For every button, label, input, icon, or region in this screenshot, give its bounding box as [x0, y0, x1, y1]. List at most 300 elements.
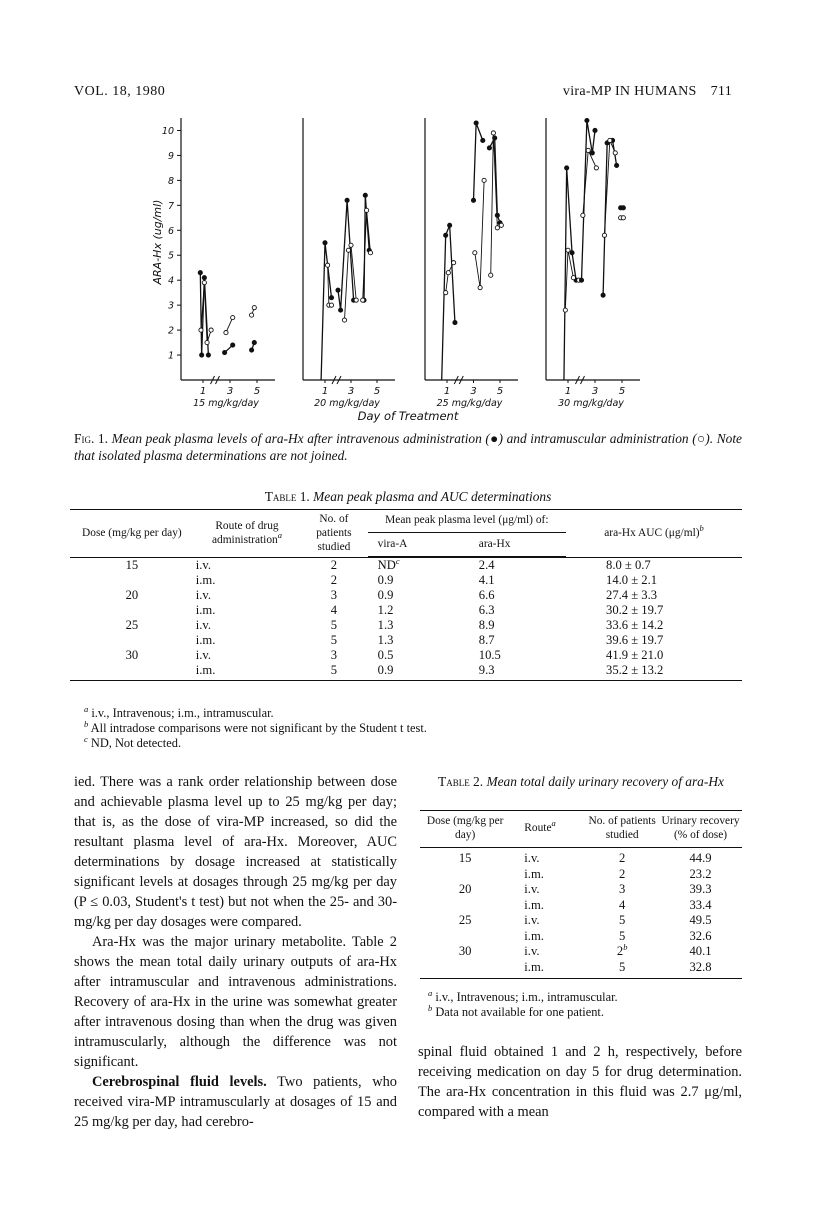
data-point-iv: [474, 121, 478, 125]
data-point-iv: [198, 271, 202, 275]
data-point-iv: [336, 288, 340, 292]
data-point-im: [199, 328, 203, 332]
t2-cell-n: [585, 898, 659, 914]
data-point-iv: [585, 118, 589, 122]
t1-cell-dose-value: 30: [125, 647, 139, 662]
t2-cell-dose-value: 25: [458, 913, 472, 927]
t1-cell-dose: [70, 573, 194, 588]
body-left-column: [74, 772, 397, 1132]
t2-cell-recovery: [659, 848, 742, 867]
data-point-im: [365, 208, 369, 212]
data-point-im: [495, 226, 499, 230]
t2-cell-recovery: [659, 960, 742, 979]
data-point-iv: [202, 276, 206, 280]
body-paragraph-2: Ara-Hx was the major urinary metabolite. Table 2 shows the mean total daily urinary outputs of ara-Hx after intramuscular and intravenous administrations. Recovery of ara-Hx in the urine was somewhat greater after intravenous dosing than when the drug was given intramuscularly, although the difference was not significant.: [74, 934, 397, 1070]
data-point-im: [342, 318, 346, 322]
data-point-im: [594, 166, 598, 170]
t1-cell-vira-a-value: 0.9: [377, 662, 394, 677]
data-point-iv: [615, 163, 619, 167]
t2-cell-n-value: 4: [619, 897, 626, 912]
t2-cell-recovery-value: 32.8: [689, 959, 712, 974]
t2-cell-n: [585, 941, 659, 960]
x-axis-title: Day of Treatment: [357, 409, 459, 423]
t1-footnote-c: [84, 733, 427, 751]
data-point-im: [473, 251, 477, 255]
x-tick-label: 5: [253, 386, 261, 397]
t1-cell-n-value: 2: [330, 557, 338, 572]
t1-cell-dose: [70, 603, 194, 618]
t2-footnote-b-text: Data not available for one patient.: [435, 1005, 604, 1019]
table-row: [70, 618, 742, 633]
t1-cell-n-value: 4: [330, 602, 338, 617]
t1-header-auc-text: ara-Hx AUC (μg/ml): [604, 527, 700, 539]
table-row: [70, 588, 742, 603]
t2-cell-route-value: i.m.: [524, 897, 544, 912]
t1-cell-auc: [566, 557, 742, 573]
t1-cell-auc-value: 27.4 ± 3.3: [606, 587, 658, 602]
t1-header-route: [194, 510, 300, 557]
t2-header-route-mark: a: [551, 818, 556, 829]
t2-cell-recovery: [659, 944, 742, 960]
t1-cell-route-value: i.v.: [195, 557, 212, 572]
table-row: [70, 648, 742, 663]
body-paragraph-3: [74, 1072, 397, 1132]
data-point-im: [326, 263, 330, 267]
y-tick-label: 9: [167, 150, 174, 162]
data-point-im: [489, 273, 493, 277]
body-paragraph-1: ied. There was a rank order relationship between dose and achievable plasma level up to 25 mg/kg per day; that is, as the dose of vira-MP increased, so did the resultant plasma level of ara-Hx. Moreover, AUC determinations by dosage increased at statistically significant levels at dosages through 25 mg/kg per day (P ≤ 0.03, Student's t test) but not when the 25- and 30-mg/kg per day dosages were compared.: [74, 774, 397, 930]
t1-footnote-b: [84, 718, 427, 736]
data-point-iv: [590, 151, 594, 155]
t1-cell-ara-hx-value: 8.9: [478, 617, 495, 632]
t1-cell-auc-value: 41.9 ± 21.0: [606, 647, 664, 662]
t1-header-route-mark: a: [277, 530, 282, 541]
t2-cell-n-value: 5: [619, 959, 626, 974]
data-point-im: [563, 308, 567, 312]
data-point-im: [566, 248, 570, 252]
t1-cell-n-value: 5: [330, 617, 338, 632]
data-point-im: [349, 243, 353, 247]
x-tick-label: 3: [470, 386, 477, 397]
t1-header-ara-hx: ara-Hx: [457, 533, 566, 556]
t1-cell-ara-hx-value: 4.1: [478, 572, 495, 587]
data-point-iv: [621, 206, 625, 210]
t1-cell-n-value: 3: [330, 587, 338, 602]
t2-cell-n: [585, 913, 659, 929]
body-paragraph-3-text: Two patients, who received vira-MP intramuscularly at dosages of 15 and 25 mg/kg per day, had cerebro-: [74, 1074, 397, 1130]
t1-cell-dose: [70, 588, 194, 603]
t1-header-vira-a: vira-A: [368, 533, 457, 556]
t1-cell-route-value: i.m.: [195, 602, 216, 617]
t1-cell-ara-hx: [457, 603, 566, 618]
t1-footnote-mark-c: c: [84, 733, 88, 744]
table-row: [70, 603, 742, 618]
data-point-iv: [570, 251, 574, 255]
t1-cell-n: [300, 603, 367, 618]
t2-cell-n: [585, 867, 659, 883]
t1-header-auc-mark: b: [699, 523, 704, 534]
t1-cell-route-value: i.m.: [195, 662, 216, 677]
t2-cell-n-value: 2: [619, 866, 626, 881]
y-tick-label: 1: [167, 350, 174, 362]
t1-cell-route: [194, 573, 300, 588]
t2-cell-dose: [420, 848, 510, 867]
t2-cell-route-value: i.v.: [524, 913, 540, 927]
series-line-iv: [582, 120, 596, 280]
t1-cell-dose: [70, 618, 194, 633]
t2-cell-recovery-value: 49.5: [689, 913, 712, 927]
t1-cell-n: [300, 618, 367, 633]
t2-cell-n: [585, 848, 659, 867]
data-point-iv: [593, 128, 597, 132]
t1-header-n: No. of patients studied: [300, 510, 367, 557]
t1-cell-n-value: 5: [330, 632, 338, 647]
t2-cell-route: [510, 960, 585, 979]
data-point-im: [250, 313, 254, 317]
t1-cell-vira-a: [368, 557, 457, 573]
y-tick-label: 8: [167, 175, 174, 187]
data-point-iv: [250, 348, 254, 352]
table-row: [420, 898, 742, 914]
table-2-footnotes: [428, 987, 618, 1020]
data-point-iv: [579, 278, 583, 282]
table-2-title-text: Mean total daily urinary recovery of ara-Hx: [486, 774, 724, 789]
x-tick-label: 3: [591, 386, 599, 397]
t2-cell-n-value: 2: [619, 851, 626, 865]
t2-cell-n-value: 3: [619, 882, 626, 896]
data-point-im: [446, 271, 450, 275]
t1-cell-ara-hx: [457, 557, 566, 573]
series-line-iv: [442, 225, 455, 380]
y-tick-label: 4: [167, 275, 174, 287]
data-point-iv: [363, 193, 367, 197]
t1-cell-vira-a: [368, 573, 457, 588]
table-1: [70, 509, 742, 681]
t1-cell-route-value: i.v.: [195, 617, 212, 632]
series-line-iv: [564, 168, 576, 380]
data-point-iv: [339, 308, 343, 312]
data-point-im: [491, 131, 495, 135]
t2-cell-recovery: [659, 913, 742, 929]
t1-cell-auc-value: 30.2 ± 19.7: [606, 602, 664, 617]
panel-label: 20 mg/kg/day: [314, 398, 380, 409]
body-right-column: [418, 1042, 742, 1122]
body-paragraph-right: spinal fluid obtained 1 and 2 h, respectively, before receiving medication on day 5 for drug determination. The ara-Hx concentration in this fluid was 2.7 μg/ml, compared with a mean: [418, 1044, 742, 1120]
t1-footnote-a-text: i.v., Intravenous; i.m., intramuscular.: [91, 706, 274, 720]
t1-cell-auc: [566, 618, 742, 633]
data-point-im: [613, 151, 617, 155]
t1-cell-dose: [70, 663, 194, 681]
x-tick-label: 3: [226, 386, 234, 397]
data-point-im: [209, 328, 213, 332]
table-1-title-lead: Table 1.: [264, 489, 310, 504]
t2-cell-dose: [420, 929, 510, 945]
y-tick-label: 10: [161, 125, 174, 137]
t2-cell-n: [585, 882, 659, 898]
data-point-iv: [231, 343, 235, 347]
t2-cell-dose: [420, 867, 510, 883]
t1-footnote-mark-b: b: [84, 718, 89, 729]
t1-cell-route: [194, 663, 300, 681]
t2-cell-route: [510, 882, 585, 898]
t2-cell-route-value: i.m.: [524, 928, 544, 943]
t2-cell-route: [510, 913, 585, 929]
t2-cell-recovery: [659, 867, 742, 883]
t1-cell-auc: [566, 573, 742, 588]
t2-cell-route-value: i.v.: [524, 851, 540, 865]
data-point-im: [602, 233, 606, 237]
table-2-title: [418, 773, 744, 790]
t1-cell-ara-hx: [457, 618, 566, 633]
table-row: [420, 848, 742, 867]
data-point-im: [581, 213, 585, 217]
t1-cell-auc-value: 8.0 ± 0.7: [606, 557, 651, 572]
data-point-im: [608, 138, 612, 142]
t2-cell-route: [510, 848, 585, 867]
data-point-im: [205, 340, 209, 344]
csf-section-heading: Cerebrospinal fluid levels.: [92, 1074, 267, 1090]
t1-cell-ara-hx: [457, 588, 566, 603]
data-point-im: [482, 178, 486, 182]
data-point-iv: [495, 213, 499, 217]
t2-footnote-a-text: i.v., Intravenous; i.m., intramuscular.: [435, 990, 618, 1004]
t2-cell-dose: [420, 882, 510, 898]
t1-cell-dose-value: 15: [125, 557, 139, 572]
data-point-iv: [323, 241, 327, 245]
table-row: [70, 557, 742, 573]
data-point-im: [231, 316, 235, 320]
t1-cell-ara-hx-value: 6.3: [478, 602, 495, 617]
page-number: 711: [710, 84, 732, 99]
t2-cell-recovery-value: 32.6: [689, 928, 712, 943]
data-point-im: [499, 223, 503, 227]
x-tick-label: 5: [373, 386, 381, 397]
t1-cell-ara-hx-value: 2.4: [478, 557, 495, 572]
t1-cell-route-value: i.m.: [195, 572, 216, 587]
t1-cell-ara-hx-value: 8.7: [478, 632, 495, 647]
t2-cell-dose: [420, 898, 510, 914]
data-point-im: [354, 298, 358, 302]
t2-header-route-text: Route: [524, 822, 552, 834]
t2-cell-route-value: i.v.: [524, 882, 540, 896]
data-point-im: [252, 306, 256, 310]
t1-cell-n: [300, 588, 367, 603]
t1-cell-route-value: i.m.: [195, 632, 216, 647]
t1-nd-footnote-mark: c: [395, 555, 400, 566]
t1-footnote-mark-a: a: [84, 703, 89, 714]
panel-label: 25 mg/kg/day: [436, 398, 503, 409]
data-point-im: [444, 291, 448, 295]
t1-cell-route: [194, 588, 300, 603]
data-point-im: [224, 330, 228, 334]
t2-cell-route: [510, 898, 585, 914]
t1-cell-ara-hx: [457, 663, 566, 681]
t1-cell-ara-hx-value: 10.5: [478, 647, 501, 662]
t1-cell-dose-value: 25: [125, 617, 139, 632]
t2-cell-route-value: i.m.: [524, 959, 544, 974]
t1-cell-vira-a-value: 1.3: [377, 617, 394, 632]
x-tick-label: 1: [443, 386, 451, 397]
panel-label: 15 mg/kg/day: [193, 398, 259, 409]
t1-cell-n: [300, 663, 367, 681]
t1-cell-vira-a: [368, 663, 457, 681]
t1-cell-vira-a-value: 0.9: [377, 587, 394, 602]
data-point-im: [368, 251, 372, 255]
t2-cell-n-mark: b: [623, 941, 628, 952]
data-point-iv: [448, 223, 452, 227]
y-tick-label: 7: [167, 200, 174, 212]
t1-cell-n: [300, 633, 367, 648]
panel-label: 30 mg/kg/day: [558, 398, 624, 409]
t1-cell-vira-a-value: 1.3: [377, 632, 394, 647]
running-header-volume: VOL. 18, 1980: [74, 84, 166, 99]
series-line-im: [491, 133, 502, 275]
t1-cell-vira-a: [368, 633, 457, 648]
t2-cell-dose: [420, 944, 510, 960]
t1-cell-auc: [566, 648, 742, 663]
data-point-im: [202, 281, 206, 285]
table-row: [70, 633, 742, 648]
t2-header-route: [510, 811, 585, 848]
x-tick-label: 3: [347, 386, 355, 397]
t2-cell-route: [510, 944, 585, 960]
series-line-im: [475, 180, 484, 287]
t1-cell-auc-value: 14.0 ± 2.1: [606, 572, 658, 587]
t2-cell-n: [585, 960, 659, 979]
t2-cell-recovery-value: 40.1: [689, 944, 712, 958]
t1-cell-n: [300, 573, 367, 588]
t2-footnote-a: [428, 987, 618, 1005]
table-row: [420, 929, 742, 945]
series-line-iv: [474, 123, 483, 200]
figure-caption-lead: Fig. 1.: [74, 431, 108, 446]
t1-cell-auc: [566, 588, 742, 603]
data-point-iv: [223, 350, 227, 354]
table-1-footnotes: [84, 703, 427, 751]
t1-cell-vira-a-value: ND: [377, 557, 396, 572]
t2-cell-route-value: i.m.: [524, 866, 544, 881]
t1-cell-ara-hx: [457, 648, 566, 663]
t2-cell-recovery-value: 39.3: [689, 882, 712, 896]
t1-header-mean-peak: Mean peak plasma level (μg/ml) of:: [368, 510, 566, 533]
t1-cell-dose-value: 20: [125, 587, 139, 602]
t2-cell-dose-value: 15: [458, 851, 472, 865]
t2-header-dose: Dose (mg/kg per day): [420, 811, 510, 848]
t2-cell-recovery-value: 23.2: [689, 866, 712, 881]
data-point-im: [346, 248, 350, 252]
t2-cell-recovery: [659, 929, 742, 945]
data-point-im: [586, 148, 590, 152]
table-row: [70, 573, 742, 588]
table-row: [420, 960, 742, 979]
t2-cell-recovery-value: 33.4: [689, 897, 712, 912]
t1-footnote-a: [84, 703, 427, 721]
figure-caption: [74, 430, 742, 464]
data-point-iv: [471, 198, 475, 202]
t1-cell-dose: [70, 648, 194, 663]
t2-cell-route: [510, 929, 585, 945]
t1-cell-vira-a: [368, 648, 457, 663]
t1-cell-auc: [566, 663, 742, 681]
data-point-im: [452, 261, 456, 265]
data-point-iv: [329, 296, 333, 300]
t2-cell-dose-value: 30: [458, 944, 472, 958]
t1-cell-auc: [566, 633, 742, 648]
y-axis-label: ARA-Hx (ug/ml): [151, 199, 164, 285]
t2-footnote-b: [428, 1002, 618, 1020]
x-tick-label: 5: [496, 386, 504, 397]
t1-cell-ara-hx-value: 9.3: [478, 662, 495, 677]
table-2-title-lead: Table 2.: [438, 774, 484, 789]
y-tick-label: 2: [167, 325, 174, 337]
t1-cell-vira-a-value: 0.5: [377, 647, 394, 662]
t1-cell-n-value: 3: [330, 647, 338, 662]
t1-cell-vira-a: [368, 603, 457, 618]
t1-cell-route-value: i.v.: [195, 647, 212, 662]
t1-cell-route: [194, 603, 300, 618]
series-line-iv: [489, 138, 500, 223]
t2-cell-recovery-value: 44.9: [689, 851, 712, 865]
t2-cell-n-value: 2: [616, 944, 624, 958]
figure-caption-text: Mean peak plasma levels of ara-Hx after intravenous administration (●) and intramuscular administration (○). Note that isolated plasma determinations are not joined.: [74, 431, 742, 463]
t2-cell-dose-value: 20: [458, 882, 472, 896]
t1-cell-route: [194, 648, 300, 663]
t1-cell-auc-value: 39.6 ± 19.7: [606, 632, 664, 647]
table-1-title: [74, 489, 742, 505]
data-point-iv: [444, 233, 448, 237]
table-2: [420, 810, 742, 979]
t1-cell-route-value: i.v.: [195, 587, 212, 602]
t1-cell-auc-value: 35.2 ± 13.2: [606, 662, 664, 677]
t1-cell-route: [194, 618, 300, 633]
y-tick-label: 6: [167, 225, 174, 237]
t2-footnote-mark-a: a: [428, 987, 433, 998]
t1-cell-ara-hx: [457, 573, 566, 588]
t2-cell-dose: [420, 913, 510, 929]
data-point-iv: [487, 146, 491, 150]
table-1-title-text: Mean peak plasma and AUC determinations: [313, 489, 552, 504]
table-row: [420, 913, 742, 929]
t1-header-auc: [566, 510, 742, 557]
figure-1-chart: [0, 0, 816, 430]
t2-header-n: No. of patients studied: [585, 811, 659, 848]
t1-cell-route: [194, 557, 300, 573]
running-title: vira-MP IN HUMANS: [562, 84, 697, 99]
data-point-iv: [453, 321, 457, 325]
data-point-iv: [601, 293, 605, 297]
t1-cell-route: [194, 633, 300, 648]
data-point-im: [361, 298, 365, 302]
data-point-iv: [252, 340, 256, 344]
t1-cell-n-value: 2: [330, 572, 338, 587]
t1-cell-n: [300, 648, 367, 663]
y-tick-label: 3: [167, 300, 174, 312]
t2-cell-recovery: [659, 898, 742, 914]
table-row: [70, 663, 742, 681]
t2-footnote-mark-b: b: [428, 1002, 433, 1013]
data-point-iv: [565, 166, 569, 170]
t1-header-dose: Dose (mg/kg per day): [70, 510, 194, 557]
t1-cell-vira-a-value: 1.2: [377, 602, 394, 617]
data-point-im: [571, 276, 575, 280]
t1-cell-vira-a: [368, 588, 457, 603]
t1-cell-vira-a-value: 0.9: [377, 572, 394, 587]
t1-footnote-b-text: All intradose comparisons were not significant by the Student t test.: [90, 721, 427, 735]
data-point-iv: [345, 198, 349, 202]
x-tick-label: 5: [618, 386, 626, 397]
table-row: [420, 882, 742, 898]
t2-header-recovery: Urinary recovery (% of dose): [659, 811, 742, 848]
